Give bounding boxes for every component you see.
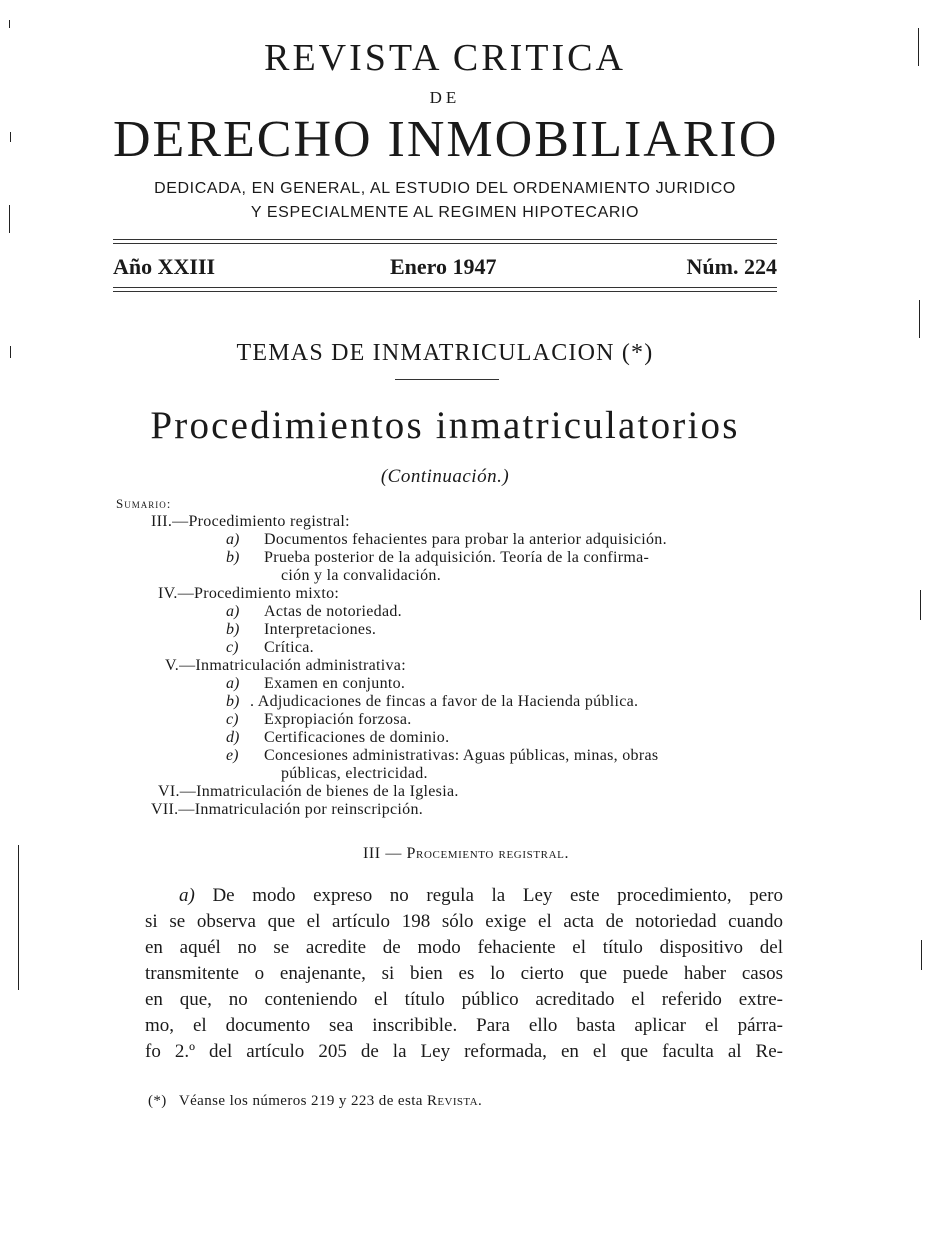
summary-item: públicas, electricidad. (281, 765, 428, 782)
summary-item-label: a) (226, 531, 240, 548)
summary-item-label: b) (226, 549, 240, 566)
summary-item-label: a) (226, 675, 240, 692)
header-rule-bottom-thin (113, 291, 777, 292)
summary-item: VII.—Inmatriculación por reinscripción. (151, 801, 424, 818)
summary-item: . Adjudicaciones de fincas a favor de la Hacienda pública. (250, 693, 639, 710)
section-heading (0, 845, 932, 863)
summary-item: Documentos fehacientes para probar la anterior adquisición. (264, 531, 667, 548)
summary-item: III.—Procedimiento registral: (151, 513, 350, 530)
summary-item: Expropiación forzosa. (264, 711, 412, 728)
summary-item-label: e) (226, 747, 239, 764)
scan-mark (9, 20, 10, 28)
body-line-3: en aquél no se acredite de modo fehaciente el título dispositivo del (145, 937, 783, 958)
summary-item-label: c) (226, 639, 239, 656)
journal-title-de: DE (429, 88, 461, 107)
article-title: Procedimientos inmatriculatorios (150, 404, 740, 447)
paragraph-label: a) (179, 885, 195, 906)
article-continuation: (Continuación.) (380, 466, 510, 487)
article-topic: TEMAS DE INMATRICULACION (*) (236, 340, 654, 366)
summary-item: Prueba posterior de la adquisición. Teoría de la confirma- (264, 549, 650, 566)
body-line-7: fo 2.º del artículo 205 de la Ley reformada, en el que faculta al Re- (145, 1041, 783, 1062)
journal-subtitle-line1: DEDICADA, EN GENERAL, AL ESTUDIO DEL ORDENAMIENTO JURIDICO (154, 180, 736, 197)
summary-item: IV.—Procedimiento mixto: (158, 585, 340, 602)
section-heading-text: Procemiento registral. (406, 845, 570, 862)
issue-year: Año XXIII (113, 254, 216, 279)
header-rule-top (113, 239, 777, 240)
body-line-1-text: De modo expreso no regula la Ley este procedimiento, pero (212, 885, 784, 906)
header-rule-top-thin (113, 243, 777, 244)
summary-item: Concesiones administrativas: Aguas públicas, minas, obras (264, 747, 659, 764)
summary-item: Examen en conjunto. (264, 675, 406, 692)
journal-title-line2: DERECHO INMOBILIARIO (113, 111, 779, 168)
summary-item: ción y la convalidación. (281, 567, 442, 584)
scan-mark (10, 346, 11, 358)
summary-heading: Sumario: (116, 496, 172, 511)
issue-date: Enero 1947 (390, 254, 497, 279)
summary-item: V.—Inmatriculación administrativa: (165, 657, 406, 674)
footnote-text: Véanse los números 219 y 223 de esta (178, 1093, 423, 1109)
issue-number: Núm. 224 (686, 254, 777, 279)
issue-info-row (113, 254, 777, 284)
header-rule-bottom (113, 287, 777, 288)
summary-item: Interpretaciones. (264, 621, 377, 638)
summary-item: Certificaciones de dominio. (264, 729, 450, 746)
summary-item-label: b) (226, 621, 240, 638)
journal-subtitle-line2: Y ESPECIALMENTE AL REGIMEN HIPOTECARIO (250, 204, 640, 221)
summary-item-label: c) (226, 711, 239, 728)
body-line-1 (145, 883, 783, 909)
summary-item: VI.—Inmatriculación de bienes de la Iglesia. (158, 783, 459, 800)
scan-mark (18, 845, 19, 990)
journal-title-line1: REVISTA CRITICA (264, 37, 626, 79)
section-heading-number: III — (362, 845, 402, 862)
scan-mark (921, 940, 922, 970)
scan-mark (10, 132, 11, 142)
summary-item-label: b) (226, 693, 240, 710)
summary-item: Actas de notoriedad. (264, 603, 402, 620)
footnote-journal: Revista. (426, 1093, 483, 1109)
topic-divider (395, 379, 499, 380)
body-line-6: mo, el documento sea inscribible. Para ello basta aplicar el párra- (145, 1015, 783, 1036)
body-line-5: en que, no conteniendo el título público acreditado el referido extre- (145, 989, 783, 1010)
scan-mark (918, 28, 919, 66)
footnote-marker: (*) (148, 1093, 167, 1109)
summary-item: Crítica. (264, 639, 314, 656)
body-line-4: transmitente o enajenante, si bien es lo cierto que puede haber casos (145, 963, 783, 984)
scan-mark (920, 590, 921, 620)
summary-item-label: d) (226, 729, 240, 746)
body-line-2: si se observa que el artículo 198 sólo exige el acta de notoriedad cuando (145, 911, 783, 932)
summary-item-label: a) (226, 603, 240, 620)
scan-mark (919, 300, 920, 338)
scan-mark (9, 205, 10, 233)
footnote (148, 1093, 482, 1110)
body-paragraph (145, 883, 783, 1065)
